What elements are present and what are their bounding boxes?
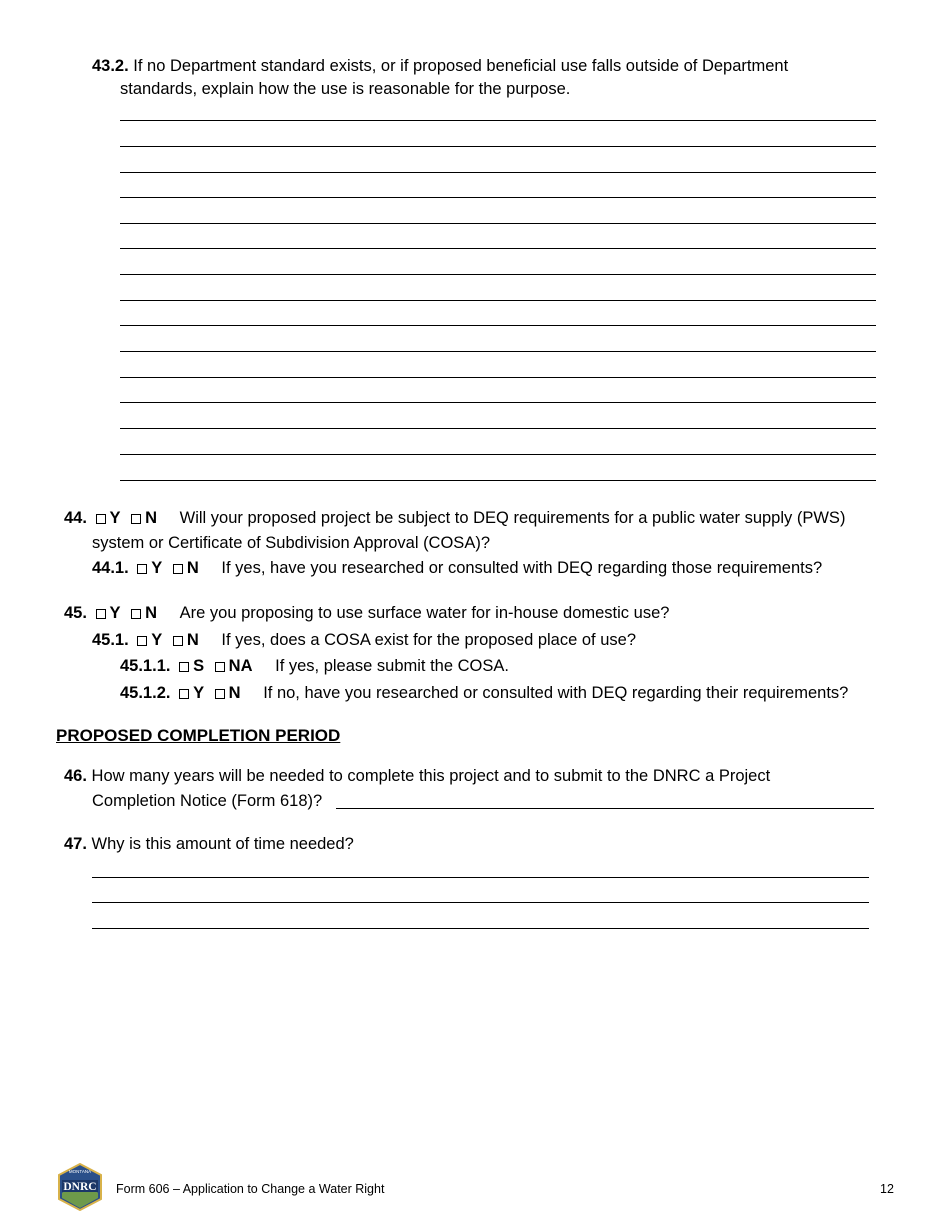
q44-line1: [64, 507, 845, 529]
q44-yes-checkbox[interactable]: [96, 514, 106, 524]
q45-1-1-na-label: NA: [228, 657, 253, 675]
q45-no-checkbox[interactable]: [131, 609, 141, 619]
q45-1-1-text: If yes, please submit the COSA.: [275, 657, 509, 675]
q45-1-1-s-label: S: [193, 657, 205, 675]
q44-1-yes-checkbox[interactable]: [137, 564, 147, 574]
q45-text: Are you proposing to use surface water for in-house domestic use?: [179, 604, 670, 622]
q45-1-1-number: 45.1.1.: [120, 657, 171, 675]
q45-1-no-checkbox[interactable]: [173, 636, 183, 646]
q44-no-checkbox[interactable]: [131, 514, 141, 524]
q47: [64, 833, 354, 855]
answer-line[interactable]: [120, 223, 876, 224]
q45-1-2: [120, 682, 848, 704]
answer-line[interactable]: [92, 902, 869, 903]
q43-2-number: 43.2.: [92, 57, 129, 75]
q46-text-line1: How many years will be needed to complete this project and to submit to the DNRC a Project: [91, 767, 771, 785]
q44-text-line1: Will your proposed project be subject to DEQ requirements for a public water supply (PWS): [179, 509, 846, 527]
q45-1-number: 45.1.: [92, 631, 129, 649]
q45-1-2-yes-label: Y: [193, 684, 205, 702]
q44-1-number: 44.1.: [92, 559, 129, 577]
q45-1-2-text: If no, have you researched or consulted with DEQ regarding their requirements?: [263, 684, 849, 702]
q45-1-yes-checkbox[interactable]: [137, 636, 147, 646]
logo-top-text: MONTANA: [68, 1169, 92, 1174]
answer-line[interactable]: [120, 402, 876, 403]
answer-line[interactable]: [120, 351, 876, 352]
q46-line2: Completion Notice (Form 618)?: [92, 792, 323, 810]
q45-1-2-yes-checkbox[interactable]: [179, 689, 189, 699]
answer-line[interactable]: [120, 480, 876, 481]
q46-line1: [64, 765, 770, 787]
q45-1-no-label: N: [186, 631, 199, 649]
section-heading: PROPOSED COMPLETION PERIOD: [56, 726, 341, 745]
answer-line[interactable]: [120, 377, 876, 378]
q46-answer-line[interactable]: [336, 808, 874, 809]
answer-line[interactable]: [120, 120, 876, 121]
q45-number: 45.: [64, 604, 87, 622]
footer-page-number: 12: [880, 1182, 894, 1196]
footer-form-title: Form 606 – Application to Change a Water Right: [116, 1182, 385, 1196]
answer-line[interactable]: [120, 274, 876, 275]
q45-1-yes-label: Y: [151, 631, 163, 649]
answer-line[interactable]: [120, 197, 876, 198]
q45-1-2-no-label: N: [228, 684, 241, 702]
q44-1-yes-label: Y: [151, 559, 163, 577]
q45-1: [92, 629, 636, 651]
q45: [64, 602, 669, 624]
answer-line[interactable]: [92, 877, 869, 878]
answer-line[interactable]: [120, 172, 876, 173]
q43-2-line1: [92, 55, 788, 77]
answer-line[interactable]: [120, 300, 876, 301]
answer-line[interactable]: [120, 428, 876, 429]
q45-no-label: N: [145, 604, 158, 622]
answer-line[interactable]: [92, 928, 869, 929]
q45-1-text: If yes, does a COSA exist for the proposed place of use?: [221, 631, 636, 649]
logo-text: DNRC: [63, 1181, 97, 1193]
answer-line[interactable]: [120, 248, 876, 249]
q44-line2: system or Certificate of Subdivision Approval (COSA)?: [92, 534, 490, 552]
q47-text: Why is this amount of time needed?: [91, 835, 354, 853]
q44-yes-label: Y: [109, 509, 121, 527]
q45-yes-label: Y: [109, 604, 121, 622]
q44-no-label: N: [145, 509, 158, 527]
answer-line[interactable]: [120, 146, 876, 147]
q44-1-no-label: N: [186, 559, 199, 577]
q45-1-1-na-checkbox[interactable]: [215, 662, 225, 672]
q44-1: [92, 557, 822, 579]
q45-1-2-number: 45.1.2.: [120, 684, 171, 702]
q43-2-line2: standards, explain how the use is reasonable for the purpose.: [120, 80, 571, 98]
q45-yes-checkbox[interactable]: [96, 609, 106, 619]
q44-1-no-checkbox[interactable]: [173, 564, 183, 574]
q45-1-2-no-checkbox[interactable]: [215, 689, 225, 699]
q47-number: 47.: [64, 835, 87, 853]
q43-2-text-line1: If no Department standard exists, or if proposed beneficial use falls outside of Department: [133, 57, 789, 75]
answer-line[interactable]: [120, 325, 876, 326]
q45-1-1-s-checkbox[interactable]: [179, 662, 189, 672]
q44-number: 44.: [64, 509, 87, 527]
q44-1-text: If yes, have you researched or consulted with DEQ regarding those requirements?: [221, 559, 823, 577]
q46-number: 46.: [64, 767, 87, 785]
dnrc-logo: [56, 1163, 104, 1211]
answer-line[interactable]: [120, 454, 876, 455]
q45-1-1: [120, 655, 509, 677]
